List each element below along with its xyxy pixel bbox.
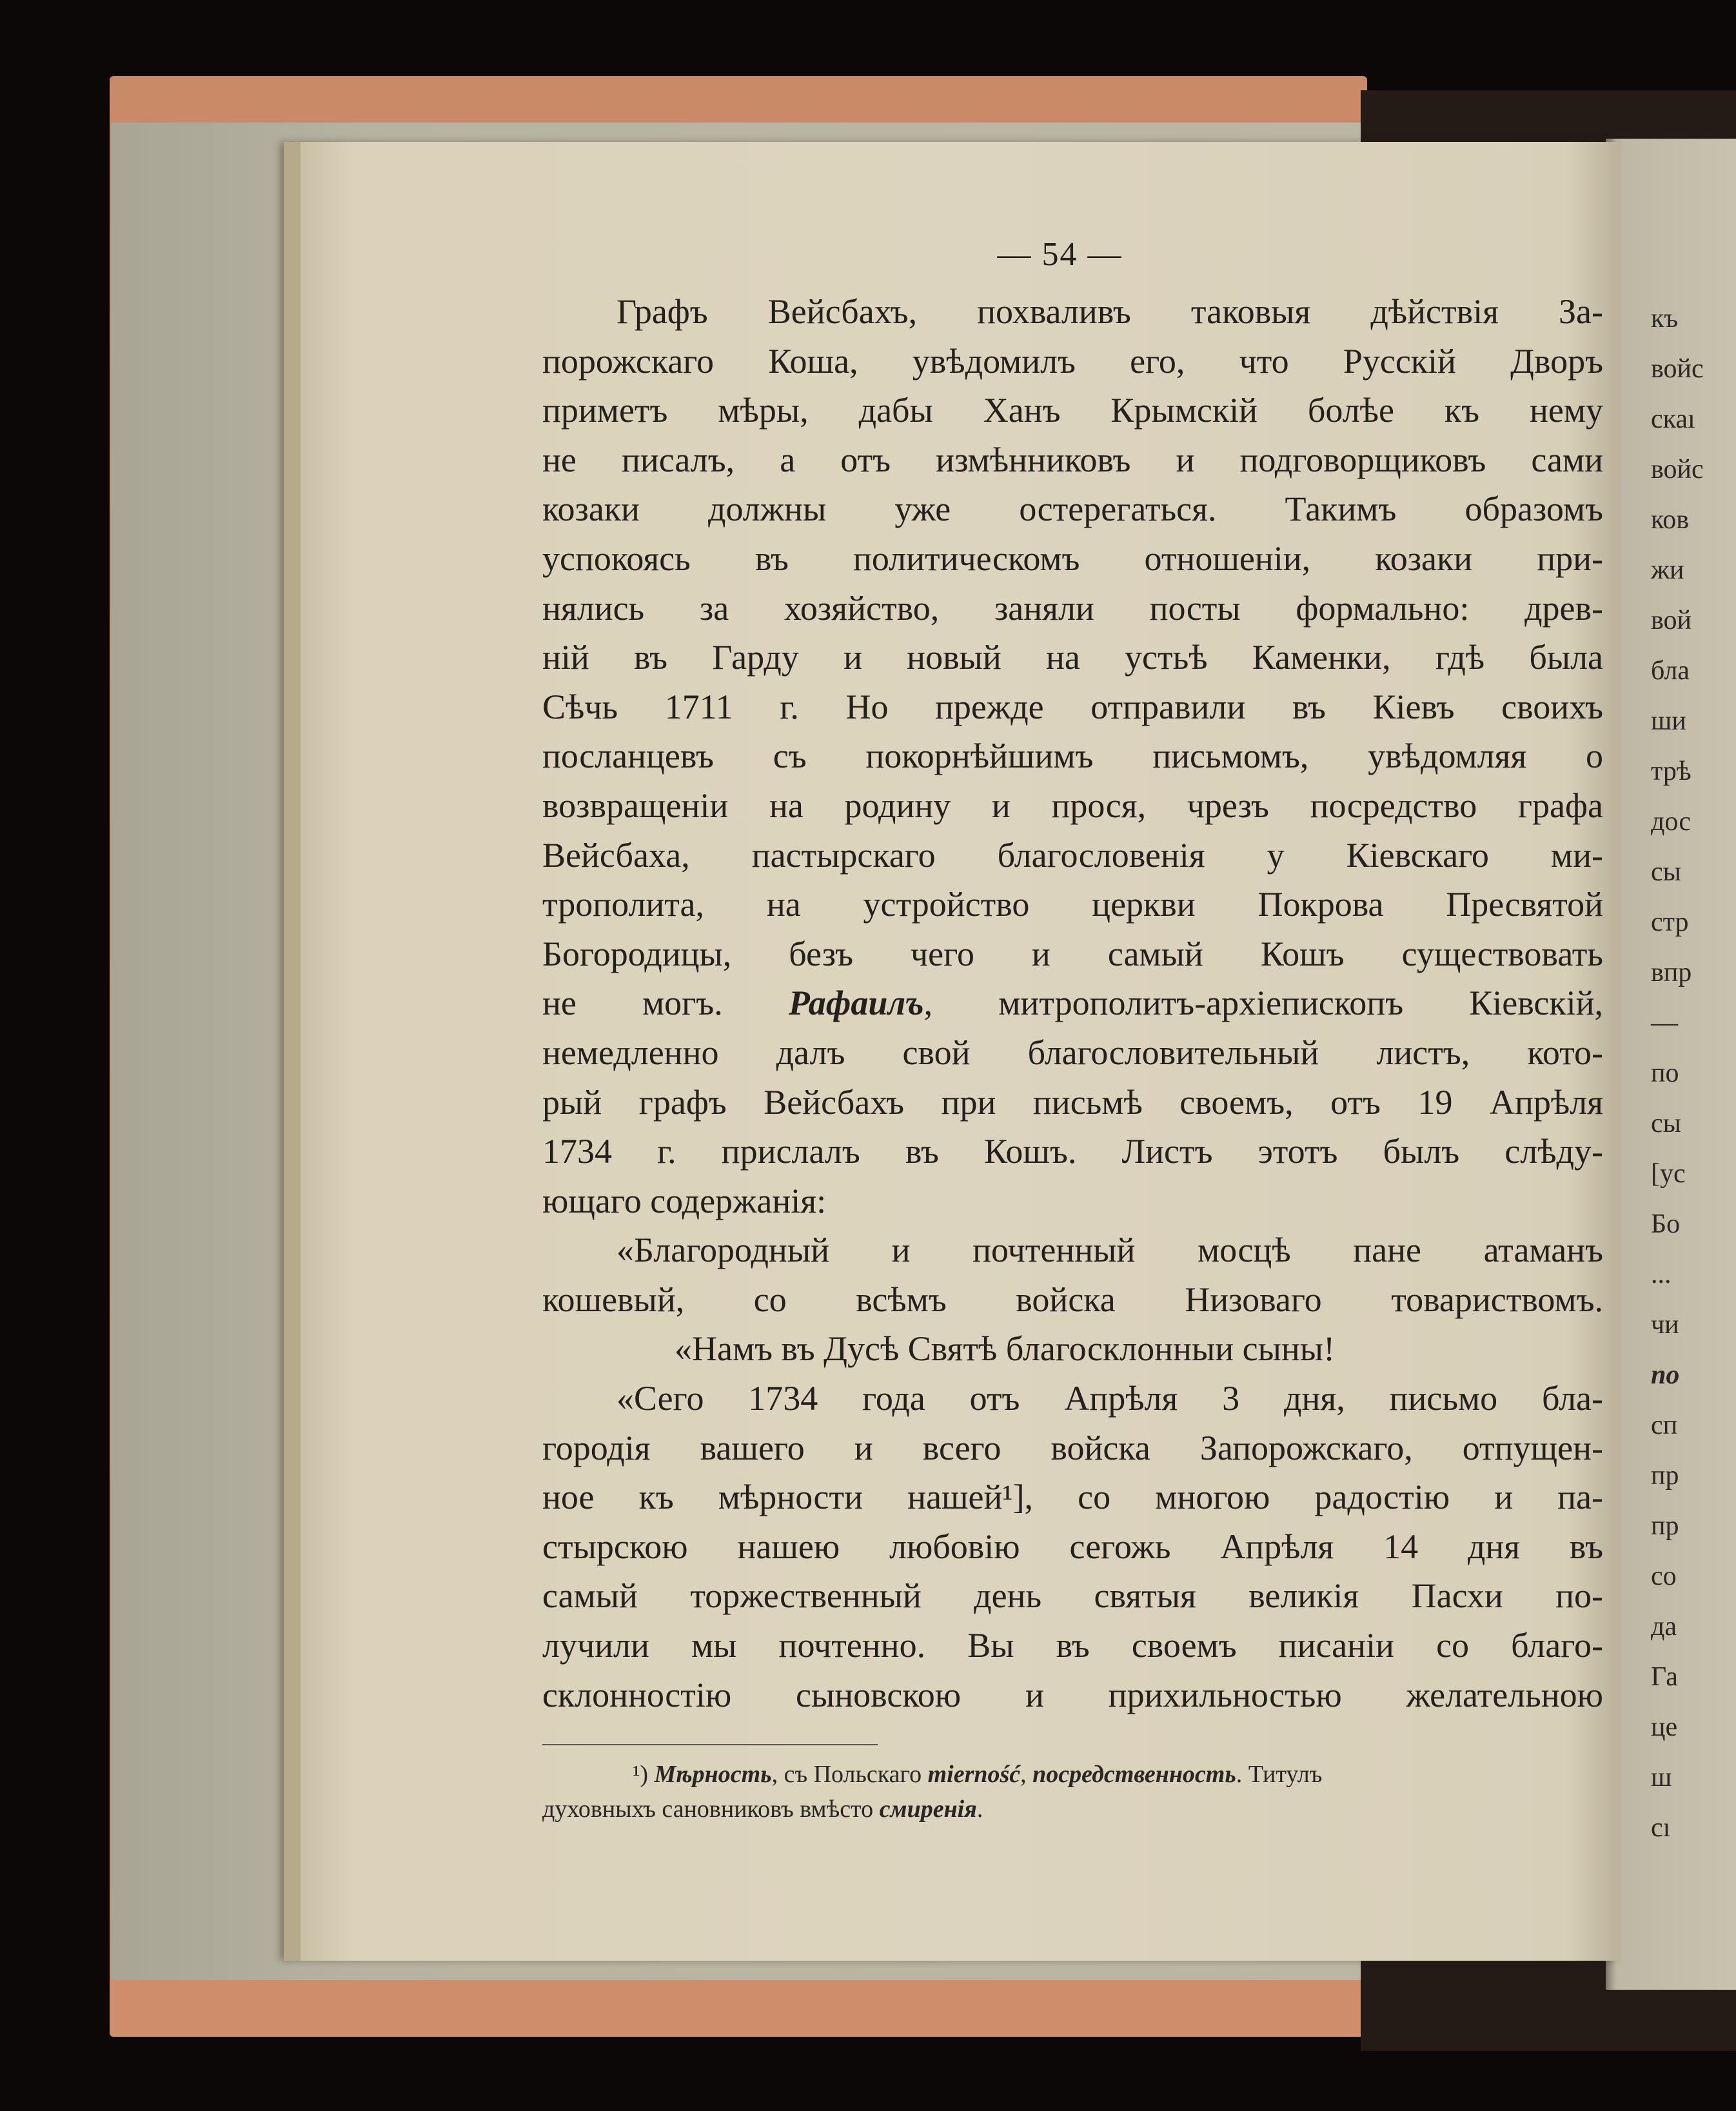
text-line: успокоясь въ политическомъ отношеніи, козаки при- [542,539,1603,578]
next-page-line: по [1651,1058,1679,1088]
next-page-line: ш [1651,1763,1672,1792]
next-page-line: впр [1651,958,1692,987]
book-page [284,142,1619,1961]
text-line: ное къ мѣрности нашей¹], со многою радостію и па- [542,1478,1603,1517]
text-line: посланцевъ съ покорнѣйшимъ письмомъ, увѣдомляя о [542,737,1603,776]
footnote-polish-word: mierność [927,1761,1021,1789]
text-line: лучили мы почтенно. Вы въ своемъ писаніи со благо- [542,1626,1603,1665]
next-page-line: по [1651,1360,1680,1390]
page-text-block [542,210,1603,1827]
text-line: немедленно далъ свой благословительный листъ, кото- [542,1033,1603,1072]
next-page-edge [1606,139,1736,1990]
text-line: порожскаго Коша, увѣдомилъ его, что Русскій Дворъ [542,341,1603,381]
next-page-line: сп [1651,1411,1678,1440]
text-line: склонностію сыновскою и прихильностью желательною [542,1675,1603,1714]
next-page-line: ков [1651,505,1690,535]
next-page-line: ... [1651,1260,1672,1289]
next-page-line: бла [1651,656,1690,686]
footnote-term: Мѣрность [654,1761,772,1789]
text-run: , митрополитъ-архіепископъ Кіевскій, [923,984,1603,1023]
next-page-line: [ус [1651,1159,1686,1189]
next-page-line: да [1651,1612,1677,1641]
footnote-term: посредственность [1032,1761,1236,1789]
text-line [542,978,1603,1028]
next-page-line: скаı [1651,404,1695,434]
text-line: не писалъ, а отъ измѣнниковъ и подговорщиковъ сами [542,440,1603,479]
text-line: кошевый, со всѣмъ войска Низоваго товариствомъ. [542,1280,1603,1319]
footnote-line [542,1792,1603,1827]
next-page-line: трѣ [1651,757,1692,786]
footnote-text: , [1020,1761,1033,1789]
text-line: Сѣчь 1711 г. Но прежде отправили въ Кіевъ своихъ [542,687,1603,726]
text-line: рый графъ Вейсбахъ при письмѣ своемъ, отъ 19 Апрѣля [542,1082,1603,1122]
next-page-line: дос [1651,807,1692,837]
text-line: «Намъ въ Дусѣ Святѣ благосклонныи сыны! [675,1329,1336,1369]
next-page-line: пр [1651,1461,1679,1491]
next-page-line: пр [1651,1511,1679,1541]
text-line: «Благородный и почтенный мосцѣ пане атаманъ [616,1231,1603,1270]
footnote-text: духовныхъ сановниковъ вмѣсто [542,1796,880,1823]
next-page-line: войс [1651,354,1704,384]
text-line: трополита, на устройство церкви Покрова Пресвятой [542,885,1603,924]
text-line: нялись за хозяйство, заняли посты формально: древ- [542,588,1603,628]
text-line: Графъ Вейсбахъ, похваливъ таковыя дѣйствія За- [616,292,1603,331]
next-page-line: Бо [1651,1209,1681,1239]
text-line: Вейсбаха, пастырскаго благословенія у Кіевскаго ми- [542,835,1603,875]
footnote-text: , съ Польскаго [771,1761,928,1789]
footnote-divider [542,1744,878,1745]
text-line: самый торжественный день святыя великія Пасхи по- [542,1576,1603,1616]
next-page-line: къ [1651,304,1679,333]
next-page-line: чи [1651,1310,1679,1340]
text-line: Богородицы, безъ чего и самый Кошъ существовать [542,934,1603,973]
next-page-line: сы [1651,1109,1681,1138]
next-page-line: ши [1651,706,1686,736]
next-page-line: жи [1651,555,1684,585]
text-line: ній въ Гарду и новый на устьѣ Каменки, гдѣ была [542,638,1603,677]
text-line: городія вашего и всего войска Запорожскаго, отпущен- [542,1428,1603,1467]
text-line: козаки должны уже остерегаться. Такимъ образомъ [542,490,1603,529]
text-line: возвращеніи на родину и прося, чрезъ посредство графа [542,786,1603,825]
text-line: 1734 г. прислалъ въ Кошъ. Листъ этотъ былъ слѣду- [542,1132,1603,1171]
text-line: стырскою нашею любовію сегожь Апрѣля 14 дня въ [542,1527,1603,1566]
next-page-line: — [1651,1008,1678,1038]
footnote-mark: ¹) [633,1761,655,1789]
next-page-line: со [1651,1561,1677,1591]
next-page-line: Га [1651,1662,1678,1692]
text-line: ющаго содержанія: [542,1181,827,1220]
footnote-text: . Титулъ [1236,1761,1323,1789]
footnote-line [542,1757,1603,1792]
next-page-line: це [1651,1712,1678,1742]
text-run: не могъ. [542,984,789,1023]
next-page-line: сı [1651,1813,1671,1843]
italic-name: Рафаилъ [788,984,924,1023]
next-page-line: сы [1651,857,1681,887]
footnote-text: . [976,1796,983,1823]
next-page-line: вой [1651,606,1692,635]
text-line: приметъ мѣры, дабы Ханъ Крымскій болѣе къ нему [542,391,1603,430]
text-line: «Сего 1734 года отъ Апрѣля 3 дня, письмо бла- [616,1379,1603,1418]
next-page-line: стр [1651,907,1689,937]
page-number: — 54 — [997,236,1123,273]
footnote-term: смиренія [879,1796,977,1823]
next-page-line: войс [1651,455,1704,484]
